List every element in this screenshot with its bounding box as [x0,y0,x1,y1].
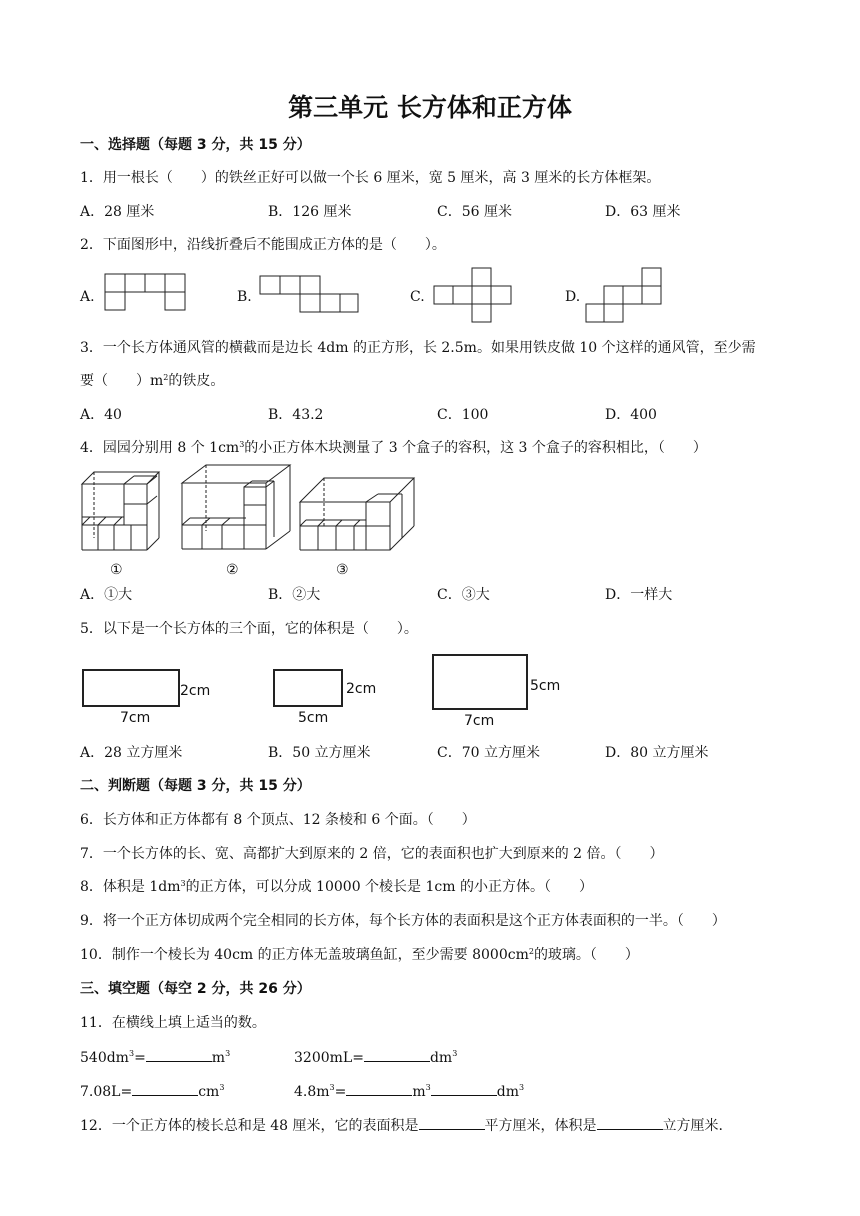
option-c: C．56 厘米 [437,204,512,220]
face-rect-1 [82,669,180,707]
answer-blank[interactable] [431,1082,497,1096]
box-figure-1 [76,470,166,554]
box-figure-3 [298,476,420,554]
option-d: D．一样大 [605,587,673,603]
question-8: 8．体积是 $1dm^3$的正方体，可以分成 10000 个棱长是 1cm 的小正方体。（ ） [80,879,593,895]
section-heading-judgment: 二、判断题（每题 3 分，共 15 分） [80,778,311,794]
conversion-item-4: $4.8m^3= m^3$ $dm^3$ [294,1083,525,1100]
option-c: C. [410,289,425,305]
section-heading-choice: 一、选择题（每题 3 分，共 15 分） [80,137,311,153]
answer-blank[interactable] [419,1116,485,1130]
question-6: 6．长方体和正方体都有 8 个顶点、12 条棱和 6 个面。（ ） [80,812,476,828]
cube-net-d-figure [584,266,669,324]
option-b: B．126 厘米 [268,204,352,220]
option-a: A. [80,289,95,305]
answer-blank[interactable] [146,1048,212,1062]
answer-blank[interactable] [346,1082,412,1096]
question-9: 9．将一个正方体切成两个完全相同的长方体，每个长方体的表面积是这个正方体表面积的一半。（ ） [80,913,726,929]
face-rect-3 [432,654,528,710]
question-5: 5．以下是一个长方体的三个面，它的体积是（ ）。 [80,621,418,637]
cube-net-a-figure [100,272,190,316]
option-d: D．63 厘米 [605,204,681,220]
question-4: 4．园园分别用 8 个 $1cm^3$的小正方体木块测量了 3 个盒子的容积，这 3 个盒子的容积相比，（ ） [80,440,707,456]
section-heading-fill: 三、填空题（每空 2 分，共 26 分） [80,981,311,997]
option-c: C．100 [437,407,489,423]
question-3-line-1: 3．一个长方体通风管的横截而是边长 4dm 的正方形，长 2.5m。如果用铁皮做 10 个这样的通风管，至少需 [80,340,756,356]
question-3-line-2: 要（ ）$m^2$的铁皮。 [80,373,225,389]
option-a: A．28 厘米 [80,204,155,220]
box-figure-2 [180,463,295,553]
face-3-height-label: 5cm [530,678,561,694]
cube-net-b-figure [258,274,363,318]
option-b: B. [237,289,252,305]
option-d: D．400 [605,407,657,423]
conversion-item-3: $7.08L= cm^3$ [80,1083,225,1100]
face-1-height-label: 2cm [180,683,211,699]
option-d: D．80 立方厘米 [605,745,709,761]
question-1: 1．用一根长（ ）的铁丝正好可以做一个长 6 厘米，宽 5 厘米，高 3 厘米的长方体框架。 [80,170,661,186]
option-c: C．③大 [437,587,490,603]
question-11: 11．在横线上填上适当的数。 [80,1015,266,1031]
cube-net-c-figure [432,266,517,324]
face-2-width-label: 5cm [298,710,329,726]
option-b: B．50 立方厘米 [268,745,371,761]
option-a: A．28 立方厘米 [80,745,183,761]
face-rect-2 [273,669,343,707]
option-d: D. [565,289,581,305]
question-2: 2．下面图形中，沿线折叠后不能围成正方体的是（ ）。 [80,237,446,253]
option-b: B．43.2 [268,407,324,423]
figure-label-2: ② [226,562,239,578]
face-2-height-label: 2cm [346,681,377,697]
answer-blank[interactable] [364,1048,430,1062]
question-10: 10．制作一个棱长为 40cm 的正方体无盖玻璃鱼缸，至少需要 $8000cm^2$的玻璃。（ ） [80,947,639,963]
face-3-width-label: 7cm [464,713,495,729]
option-b: B．②大 [268,587,321,603]
answer-blank[interactable] [597,1116,663,1130]
face-1-width-label: 7cm [120,710,151,726]
conversion-item-1: $540dm^3= m^3$ [80,1049,231,1066]
option-a: A．40 [80,407,122,423]
question-12: 12．一个正方体的棱长总和是 48 厘米，它的表面积是 平方厘米，体积是 立方厘米. [80,1118,723,1134]
option-a: A．①大 [80,587,133,603]
answer-blank[interactable] [132,1082,198,1096]
option-c: C．70 立方厘米 [437,745,540,761]
page-title: 第三单元 长方体和正方体 [288,93,572,122]
figure-label-3: ③ [336,562,349,578]
figure-label-1: ① [110,562,123,578]
conversion-item-2: $3200mL= dm^3$ [294,1049,458,1066]
question-7: 7．一个长方体的长、宽、高都扩大到原来的 2 倍，它的表面积也扩大到原来的 2 倍。（ ） [80,846,664,862]
